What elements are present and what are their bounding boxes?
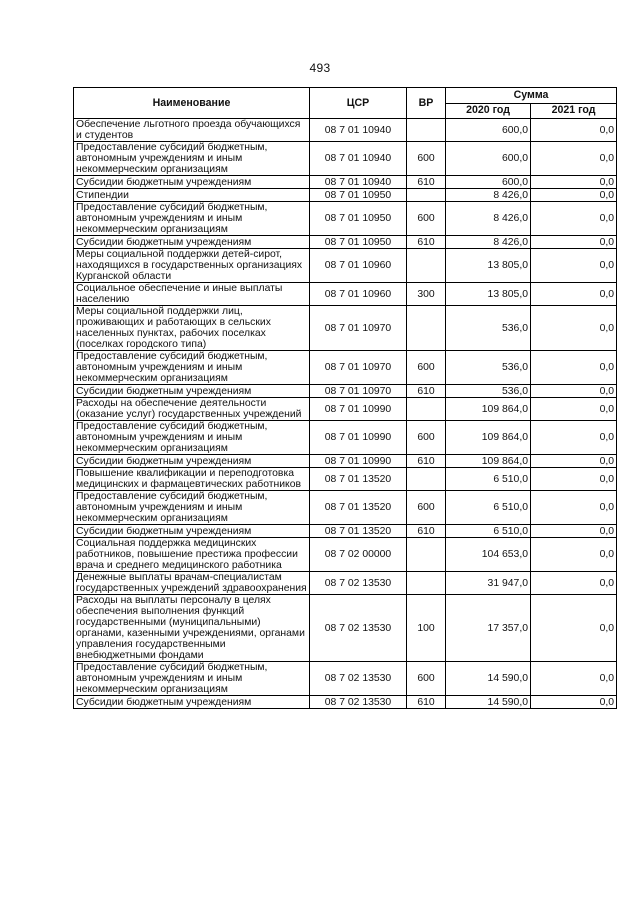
row-2021-cell: 0,0 — [531, 306, 617, 351]
table-row — [74, 351, 617, 385]
row-name-cell: Социальное обеспечение и иные выплаты населению — [74, 283, 310, 306]
row-vr-cell: 610 — [407, 696, 446, 709]
header-sum: Сумма — [446, 88, 617, 104]
row-name-cell: Меры социальной поддержки детей-сирот, находящихся в государственных организациях Курганской области — [74, 249, 310, 283]
row-name-cell: Предоставление субсидий бюджетным, автономным учреждениям и иным некоммерческим организациям — [74, 662, 310, 696]
row-csr-cell: 08 7 01 13520 — [310, 468, 407, 491]
row-2021-cell: 0,0 — [531, 595, 617, 662]
row-name-cell: Предоставление субсидий бюджетным, автономным учреждениям и иным некоммерческим организациям — [74, 351, 310, 385]
row-csr-cell: 08 7 01 10990 — [310, 455, 407, 468]
row-2020-cell: 600,0 — [446, 176, 531, 189]
table-row — [74, 572, 617, 595]
table-row — [74, 538, 617, 572]
header-csr: ЦСР — [310, 88, 407, 119]
row-2021-cell: 0,0 — [531, 189, 617, 202]
row-vr-cell — [407, 306, 446, 351]
table-row — [74, 662, 617, 696]
row-2020-cell: 13 805,0 — [446, 249, 531, 283]
row-2020-cell: 109 864,0 — [446, 398, 531, 421]
row-csr-cell: 08 7 02 00000 — [310, 538, 407, 572]
row-2020-cell: 109 864,0 — [446, 421, 531, 455]
row-csr-cell: 08 7 01 10940 — [310, 176, 407, 189]
row-name-cell: Расходы на обеспечение деятельности (оказание услуг) государственных учреждений — [74, 398, 310, 421]
row-2021-cell: 0,0 — [531, 236, 617, 249]
row-csr-cell: 08 7 01 10970 — [310, 385, 407, 398]
budget-table — [73, 87, 617, 709]
row-name-cell: Предоставление субсидий бюджетным, автономным учреждениям и иным некоммерческим организациям — [74, 202, 310, 236]
table-row — [74, 385, 617, 398]
row-2020-cell: 13 805,0 — [446, 283, 531, 306]
row-2021-cell: 0,0 — [531, 421, 617, 455]
row-2021-cell: 0,0 — [531, 538, 617, 572]
row-csr-cell: 08 7 02 13530 — [310, 572, 407, 595]
row-2020-cell: 8 426,0 — [446, 189, 531, 202]
row-csr-cell: 08 7 01 10960 — [310, 249, 407, 283]
row-vr-cell: 600 — [407, 202, 446, 236]
row-2021-cell: 0,0 — [531, 385, 617, 398]
row-csr-cell: 08 7 01 10950 — [310, 189, 407, 202]
row-csr-cell: 08 7 01 10970 — [310, 306, 407, 351]
row-vr-cell: 610 — [407, 525, 446, 538]
row-2021-cell: 0,0 — [531, 662, 617, 696]
row-2020-cell: 536,0 — [446, 351, 531, 385]
table-row — [74, 202, 617, 236]
row-name-cell: Меры социальной поддержки лиц, проживающих и работающих в сельских населенных пунктах, рабочих поселках (поселках городского типа) — [74, 306, 310, 351]
table-row — [74, 283, 617, 306]
table-row — [74, 249, 617, 283]
table-row — [74, 455, 617, 468]
row-2021-cell: 0,0 — [531, 468, 617, 491]
row-2020-cell: 6 510,0 — [446, 525, 531, 538]
row-2021-cell: 0,0 — [531, 398, 617, 421]
header-year-2021: 2021 год — [531, 103, 617, 119]
row-csr-cell: 08 7 02 13530 — [310, 595, 407, 662]
row-csr-cell: 08 7 02 13530 — [310, 696, 407, 709]
table-row — [74, 306, 617, 351]
row-2020-cell: 8 426,0 — [446, 202, 531, 236]
row-2020-cell: 600,0 — [446, 119, 531, 142]
row-2021-cell: 0,0 — [531, 491, 617, 525]
table-row — [74, 176, 617, 189]
row-2020-cell: 8 426,0 — [446, 236, 531, 249]
row-vr-cell — [407, 468, 446, 491]
row-vr-cell — [407, 572, 446, 595]
row-name-cell: Денежные выплаты врачам-специалистам государственных учреждений здравоохранения — [74, 572, 310, 595]
table-row — [74, 236, 617, 249]
row-name-cell: Субсидии бюджетным учреждениям — [74, 236, 310, 249]
table-row — [74, 491, 617, 525]
row-vr-cell — [407, 119, 446, 142]
row-2021-cell: 0,0 — [531, 525, 617, 538]
row-csr-cell: 08 7 01 13520 — [310, 491, 407, 525]
row-2020-cell: 536,0 — [446, 306, 531, 351]
row-csr-cell: 08 7 02 13530 — [310, 662, 407, 696]
row-vr-cell: 600 — [407, 491, 446, 525]
row-csr-cell: 08 7 01 10940 — [310, 119, 407, 142]
row-name-cell: Субсидии бюджетным учреждениям — [74, 696, 310, 709]
row-csr-cell: 08 7 01 10990 — [310, 421, 407, 455]
row-csr-cell: 08 7 01 10960 — [310, 283, 407, 306]
row-vr-cell: 600 — [407, 662, 446, 696]
table-row — [74, 398, 617, 421]
row-vr-cell: 100 — [407, 595, 446, 662]
row-name-cell: Субсидии бюджетным учреждениям — [74, 385, 310, 398]
row-vr-cell: 610 — [407, 385, 446, 398]
row-2021-cell: 0,0 — [531, 176, 617, 189]
row-2020-cell: 6 510,0 — [446, 491, 531, 525]
row-2020-cell: 17 357,0 — [446, 595, 531, 662]
row-name-cell: Социальная поддержка медицинских работников, повышение престижа профессии врача и среднего медицинского работника — [74, 538, 310, 572]
row-vr-cell — [407, 249, 446, 283]
row-name-cell: Повышение квалификации и переподготовка медицинских и фармацевтических работников — [74, 468, 310, 491]
row-2021-cell: 0,0 — [531, 455, 617, 468]
row-name-cell: Обеспечение льготного проезда обучающихся и студентов — [74, 119, 310, 142]
row-2020-cell: 536,0 — [446, 385, 531, 398]
row-2020-cell: 6 510,0 — [446, 468, 531, 491]
row-vr-cell — [407, 398, 446, 421]
table-header — [74, 88, 617, 119]
row-2021-cell: 0,0 — [531, 249, 617, 283]
row-vr-cell: 610 — [407, 455, 446, 468]
row-2020-cell: 104 653,0 — [446, 538, 531, 572]
header-year-2020: 2020 год — [446, 103, 531, 119]
row-2020-cell: 31 947,0 — [446, 572, 531, 595]
row-2021-cell: 0,0 — [531, 119, 617, 142]
table-row — [74, 468, 617, 491]
table-body — [74, 119, 617, 709]
row-vr-cell: 610 — [407, 236, 446, 249]
row-2020-cell: 600,0 — [446, 142, 531, 176]
row-2021-cell: 0,0 — [531, 572, 617, 595]
row-name-cell: Расходы на выплаты персоналу в целях обеспечения выполнения функций государственными (муниципальными) органами, казенными учреждениями, органами управления государственными внебюджетными фондами — [74, 595, 310, 662]
row-name-cell: Предоставление субсидий бюджетным, автономным учреждениям и иным некоммерческим организациям — [74, 491, 310, 525]
page-number: 493 — [309, 61, 331, 75]
row-2021-cell: 0,0 — [531, 142, 617, 176]
header-vr: ВР — [407, 88, 446, 119]
row-csr-cell: 08 7 01 10950 — [310, 236, 407, 249]
row-vr-cell: 600 — [407, 351, 446, 385]
row-2020-cell: 14 590,0 — [446, 696, 531, 709]
row-vr-cell: 600 — [407, 142, 446, 176]
row-vr-cell — [407, 538, 446, 572]
row-csr-cell: 08 7 01 10940 — [310, 142, 407, 176]
table-row — [74, 525, 617, 538]
table-row — [74, 595, 617, 662]
row-2021-cell: 0,0 — [531, 283, 617, 306]
row-2021-cell: 0,0 — [531, 202, 617, 236]
row-vr-cell — [407, 189, 446, 202]
row-csr-cell: 08 7 01 10990 — [310, 398, 407, 421]
header-name: Наименование — [74, 88, 310, 119]
table-row — [74, 119, 617, 142]
row-name-cell: Субсидии бюджетным учреждениям — [74, 176, 310, 189]
table-row — [74, 189, 617, 202]
row-name-cell: Субсидии бюджетным учреждениям — [74, 525, 310, 538]
row-vr-cell: 300 — [407, 283, 446, 306]
row-2020-cell: 14 590,0 — [446, 662, 531, 696]
table-row — [74, 696, 617, 709]
row-vr-cell: 610 — [407, 176, 446, 189]
row-name-cell: Предоставление субсидий бюджетным, автономным учреждениям и иным некоммерческим организациям — [74, 142, 310, 176]
row-csr-cell: 08 7 01 13520 — [310, 525, 407, 538]
row-2020-cell: 109 864,0 — [446, 455, 531, 468]
table-row — [74, 421, 617, 455]
row-name-cell: Предоставление субсидий бюджетным, автономным учреждениям и иным некоммерческим организациям — [74, 421, 310, 455]
row-2021-cell: 0,0 — [531, 351, 617, 385]
row-vr-cell: 600 — [407, 421, 446, 455]
row-csr-cell: 08 7 01 10950 — [310, 202, 407, 236]
row-csr-cell: 08 7 01 10970 — [310, 351, 407, 385]
row-name-cell: Субсидии бюджетным учреждениям — [74, 455, 310, 468]
table-row — [74, 142, 617, 176]
row-name-cell: Стипендии — [74, 189, 310, 202]
row-2021-cell: 0,0 — [531, 696, 617, 709]
